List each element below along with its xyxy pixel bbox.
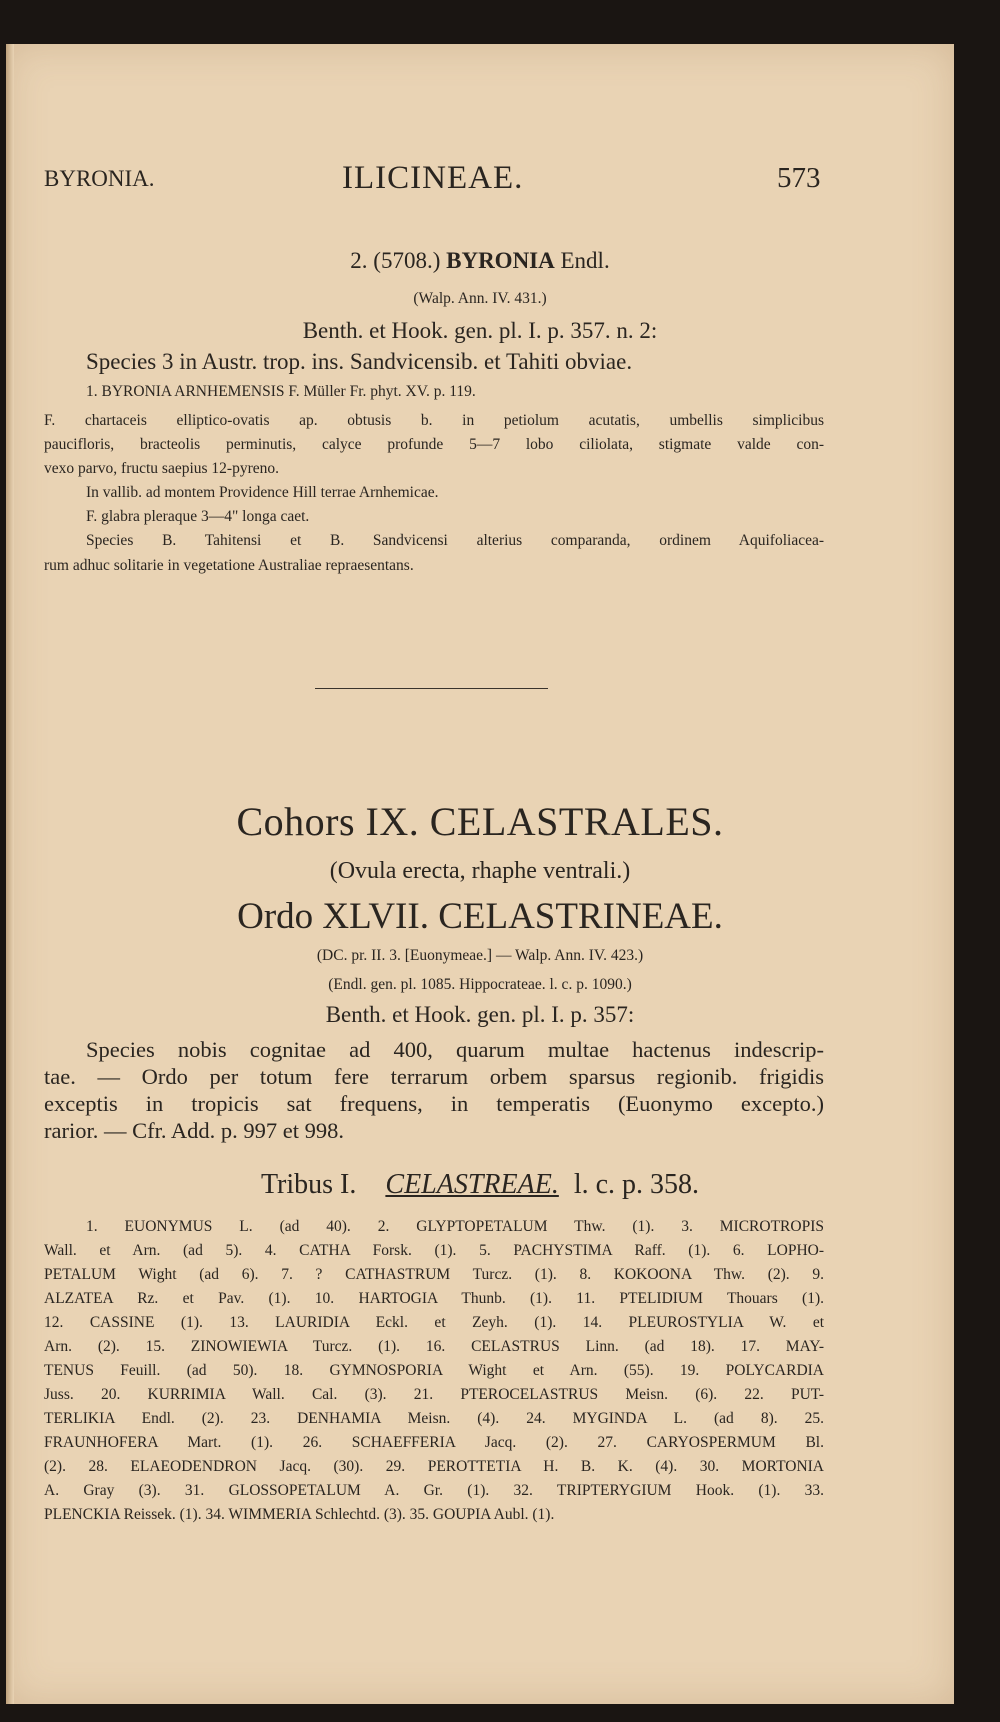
- genera-line-5: 12. CASSINE (1). 13. LAURIDIA Eckl. et Zeyh. (1). 14. PLEUROSTYLIA W. et: [44, 1314, 824, 1331]
- species-line-5: In vallib. ad montem Providence Hill terrae Arnhemicae.: [86, 484, 439, 501]
- genera-line-7: TENUS Feuill. (ad 50). 18. GYMNOSPORIA Wight et Arn. (55). 19. POLYCARDIA: [44, 1362, 824, 1379]
- genera-line-4: ALZATEA Rz. et Pav. (1). 10. HARTOGIA Thunb. (1). 11. PTELIDIUM Thouars (1).: [44, 1290, 824, 1307]
- genera-line-3: PETALUM Wight (ad 6). 7. ? CATHASTRUM Turcz. (1). 8. KOKOONA Thw. (2). 9.: [44, 1266, 824, 1283]
- tribus-ref: l. c. p. 358.: [573, 1169, 700, 1200]
- ordo-desc-line-2: tae. — Ordo per totum fere terrarum orbem sparsus regionib. frigidis: [44, 1064, 824, 1089]
- genus-heading: [0, 248, 960, 274]
- species-line-7: Species B. Tahitensi et B. Sandvicensi alterius comparanda, ordinem Aquifoliacea-: [86, 532, 824, 549]
- section-divider: [315, 688, 548, 689]
- genera-line-6: Arn. (2). 15. ZINOWIEWIA Turcz. (1). 16. CELASTRUS Linn. (ad 18). 17. MAY-: [44, 1338, 824, 1355]
- ordo-ref-1: (DC. pr. II. 3. [Euonymeae.] — Walp. Ann. IV. 423.): [316, 947, 644, 964]
- ordo-ref-2: (Endl. gen. pl. 1085. Hippocrateae. l. c. p. 1090.): [328, 976, 632, 993]
- genera-line-2: Wall. et Arn. (ad 5). 4. CATHA Forsk. (1). 5. PACHYSTIMA Raff. (1). 6. LOPHO-: [44, 1242, 824, 1259]
- genera-line-13: PLENCKIA Reissek. (1). 34. WIMMERIA Schlechtd. (3). 35. GOUPIA Aubl. (1).: [44, 1506, 555, 1523]
- running-header-left: BYRONIA.: [44, 166, 155, 191]
- running-header-title: ILICINEAE.: [342, 160, 524, 196]
- tribus-name: CELASTREAE.: [385, 1169, 559, 1200]
- genus-species-note: Species 3 in Austr. trop. ins. Sandvicensib. et Tahiti obviae.: [86, 349, 633, 374]
- ordo-ref-3: Benth. et Hook. gen. pl. I. p. 357:: [325, 1002, 635, 1027]
- ordo-desc-line-4: rarior. — Cfr. Add. p. 997 et 998.: [44, 1118, 344, 1143]
- genus-author: Endl.: [560, 248, 610, 273]
- species-line-4: vexo parvo, fructu saepius 12-pyreno.: [44, 460, 280, 477]
- species-line-2: F. chartaceis elliptico-ovatis ap. obtusis b. in petiolum acutatis, umbellis simplicibus: [44, 412, 824, 429]
- species-line-3: paucifloris, bracteolis perminutis, calyce profunde 5—7 lobo ciliolata, stigmate valde con-: [44, 436, 824, 453]
- tribus-heading: [0, 1169, 960, 1201]
- ordo-desc-line-1: Species nobis cognitae ad 400, quarum multae hactenus indescrip-: [86, 1037, 824, 1062]
- genera-line-12: A. Gray (3). 31. GLOSSOPETALUM A. Gr. (1). 32. TRIPTERYGIUM Hook. (1). 33.: [44, 1482, 824, 1499]
- ordo-desc-line-3: exceptis in tropicis sat frequens, in temperatis (Euonymo excepto.): [44, 1091, 824, 1116]
- genus-number: 2. (5708.): [350, 248, 441, 273]
- genus-ref-benth: Benth. et Hook. gen. pl. I. p. 357. n. 2:: [302, 318, 658, 343]
- page-number: 573: [777, 162, 821, 194]
- species-line-1: 1. BYRONIA ARNHEMENSIS F. Müller Fr. phyt. XV. p. 119.: [86, 383, 476, 400]
- genera-line-10: FRAUNHOFERA Mart. (1). 26. SCHAEFFERIA Jacq. (2). 27. CARYOSPERMUM Bl.: [44, 1434, 824, 1451]
- tribus-label: Tribus I.: [260, 1169, 357, 1200]
- genera-line-9: TERLIKIA Endl. (2). 23. DENHAMIA Meisn. (4). 24. MYGINDA L. (ad 8). 25.: [44, 1410, 824, 1427]
- species-line-6: F. glabra pleraque 3—4" longa caet.: [86, 508, 310, 525]
- species-line-8: rum adhuc solitarie in vegetatione Australiae repraesentans.: [44, 557, 414, 574]
- genera-line-1: 1. EUONYMUS L. (ad 40). 2. GLYPTOPETALUM Thw. (1). 3. MICROTROPIS: [86, 1218, 824, 1235]
- cohors-subtitle: (Ovula erecta, rhaphe ventrali.): [329, 858, 631, 884]
- genera-line-8: Juss. 20. KURRIMIA Wall. Cal. (3). 21. PTEROCELASTRUS Meisn. (6). 22. PUT-: [44, 1386, 824, 1403]
- genus-ref-walp: (Walp. Ann. IV. 431.): [413, 290, 547, 307]
- cohors-title: Cohors IX. CELASTRALES.: [236, 799, 724, 844]
- genus-name: BYRONIA: [446, 248, 555, 273]
- ordo-title: Ordo XLVII. CELASTRINEAE.: [237, 896, 723, 937]
- genera-line-11: (2). 28. ELAEODENDRON Jacq. (30). 29. PEROTTETIA H. B. K. (4). 30. MORTONIA: [44, 1458, 824, 1475]
